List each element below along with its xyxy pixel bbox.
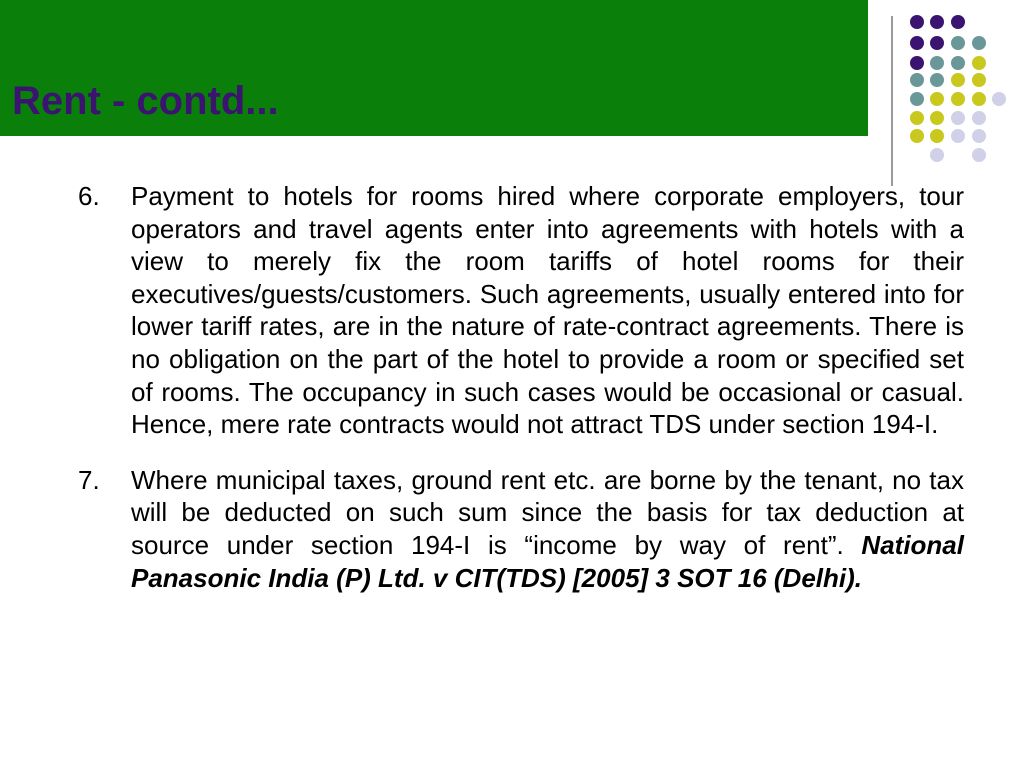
- list-item-body: Payment to hotels for rooms hired where corporate employers, tour operators and travel agents enter into agreements with hotels with a view to merely fix the room tariffs of hotel rooms for their executives/guests/customers. Such agreements, usually entered into for lower tariff rates, are in the nature of rate-contract agreements. There is no obligation on the part of the hotel to provide a room or specified set of rooms. The occupancy in such cases would be occasional or casual. Hence, mere rate contracts would not attract TDS under section 194-I.: [131, 181, 964, 440]
- list-item: [78, 464, 964, 594]
- dot-grid-dot: [930, 15, 944, 29]
- dot-grid-dot: [930, 129, 944, 143]
- dot-grid-dot: [930, 73, 944, 87]
- dot-grid-dot: [972, 129, 986, 143]
- dot-grid-dot: [910, 111, 924, 125]
- dot-grid-dot: [910, 15, 924, 29]
- slide-title: Rent - contd...: [12, 79, 279, 123]
- list-item-number: 6.: [78, 181, 100, 211]
- list-item: [78, 180, 964, 441]
- dot-grid-dot: [910, 56, 924, 70]
- case-citation: National Panasonic India (P) Ltd. v CIT(TDS) [2005] 3 SOT 16 (Delhi).: [131, 529, 964, 593]
- dot-grid-dot: [972, 92, 986, 106]
- dot-grid-dot: [930, 56, 944, 70]
- dot-grid-dot: [972, 73, 986, 87]
- list-item-number: 7.: [78, 464, 100, 495]
- dot-grid-dot: [910, 36, 924, 50]
- dot-grid-dot: [951, 73, 965, 87]
- dot-grid-dot: [972, 111, 986, 125]
- dot-grid-dot: [951, 15, 965, 29]
- dot-grid-dot: [910, 92, 924, 106]
- dot-grid-dot: [972, 36, 986, 50]
- dot-grid-pattern-icon: [0, 0, 1024, 170]
- dot-grid-dot: [951, 56, 965, 70]
- dot-grid-dot: [951, 129, 965, 143]
- dot-grid-dot: [910, 73, 924, 87]
- dot-grid-dot: [972, 56, 986, 70]
- dot-grid-dot: [951, 92, 965, 106]
- slide-body: [78, 180, 964, 594]
- dot-grid-dot: [951, 111, 965, 125]
- dot-grid-dot: [951, 36, 965, 50]
- dot-grid-dot: [992, 92, 1006, 106]
- dot-grid-dot: [910, 129, 924, 143]
- list-item-text: [131, 180, 964, 441]
- list-item-text: [131, 464, 964, 594]
- dot-grid-dot: [930, 92, 944, 106]
- dot-grid-dot: [930, 111, 944, 125]
- list-item-body: Where municipal taxes, ground rent etc. are borne by the tenant, no tax will be deducted on such sum since the basis for tax deduction at source under section 194-I is “income by way of rent”.: [131, 464, 964, 560]
- dot-grid-dot: [972, 148, 986, 162]
- dot-grid-dot: [930, 36, 944, 50]
- dot-grid-dot: [930, 148, 944, 162]
